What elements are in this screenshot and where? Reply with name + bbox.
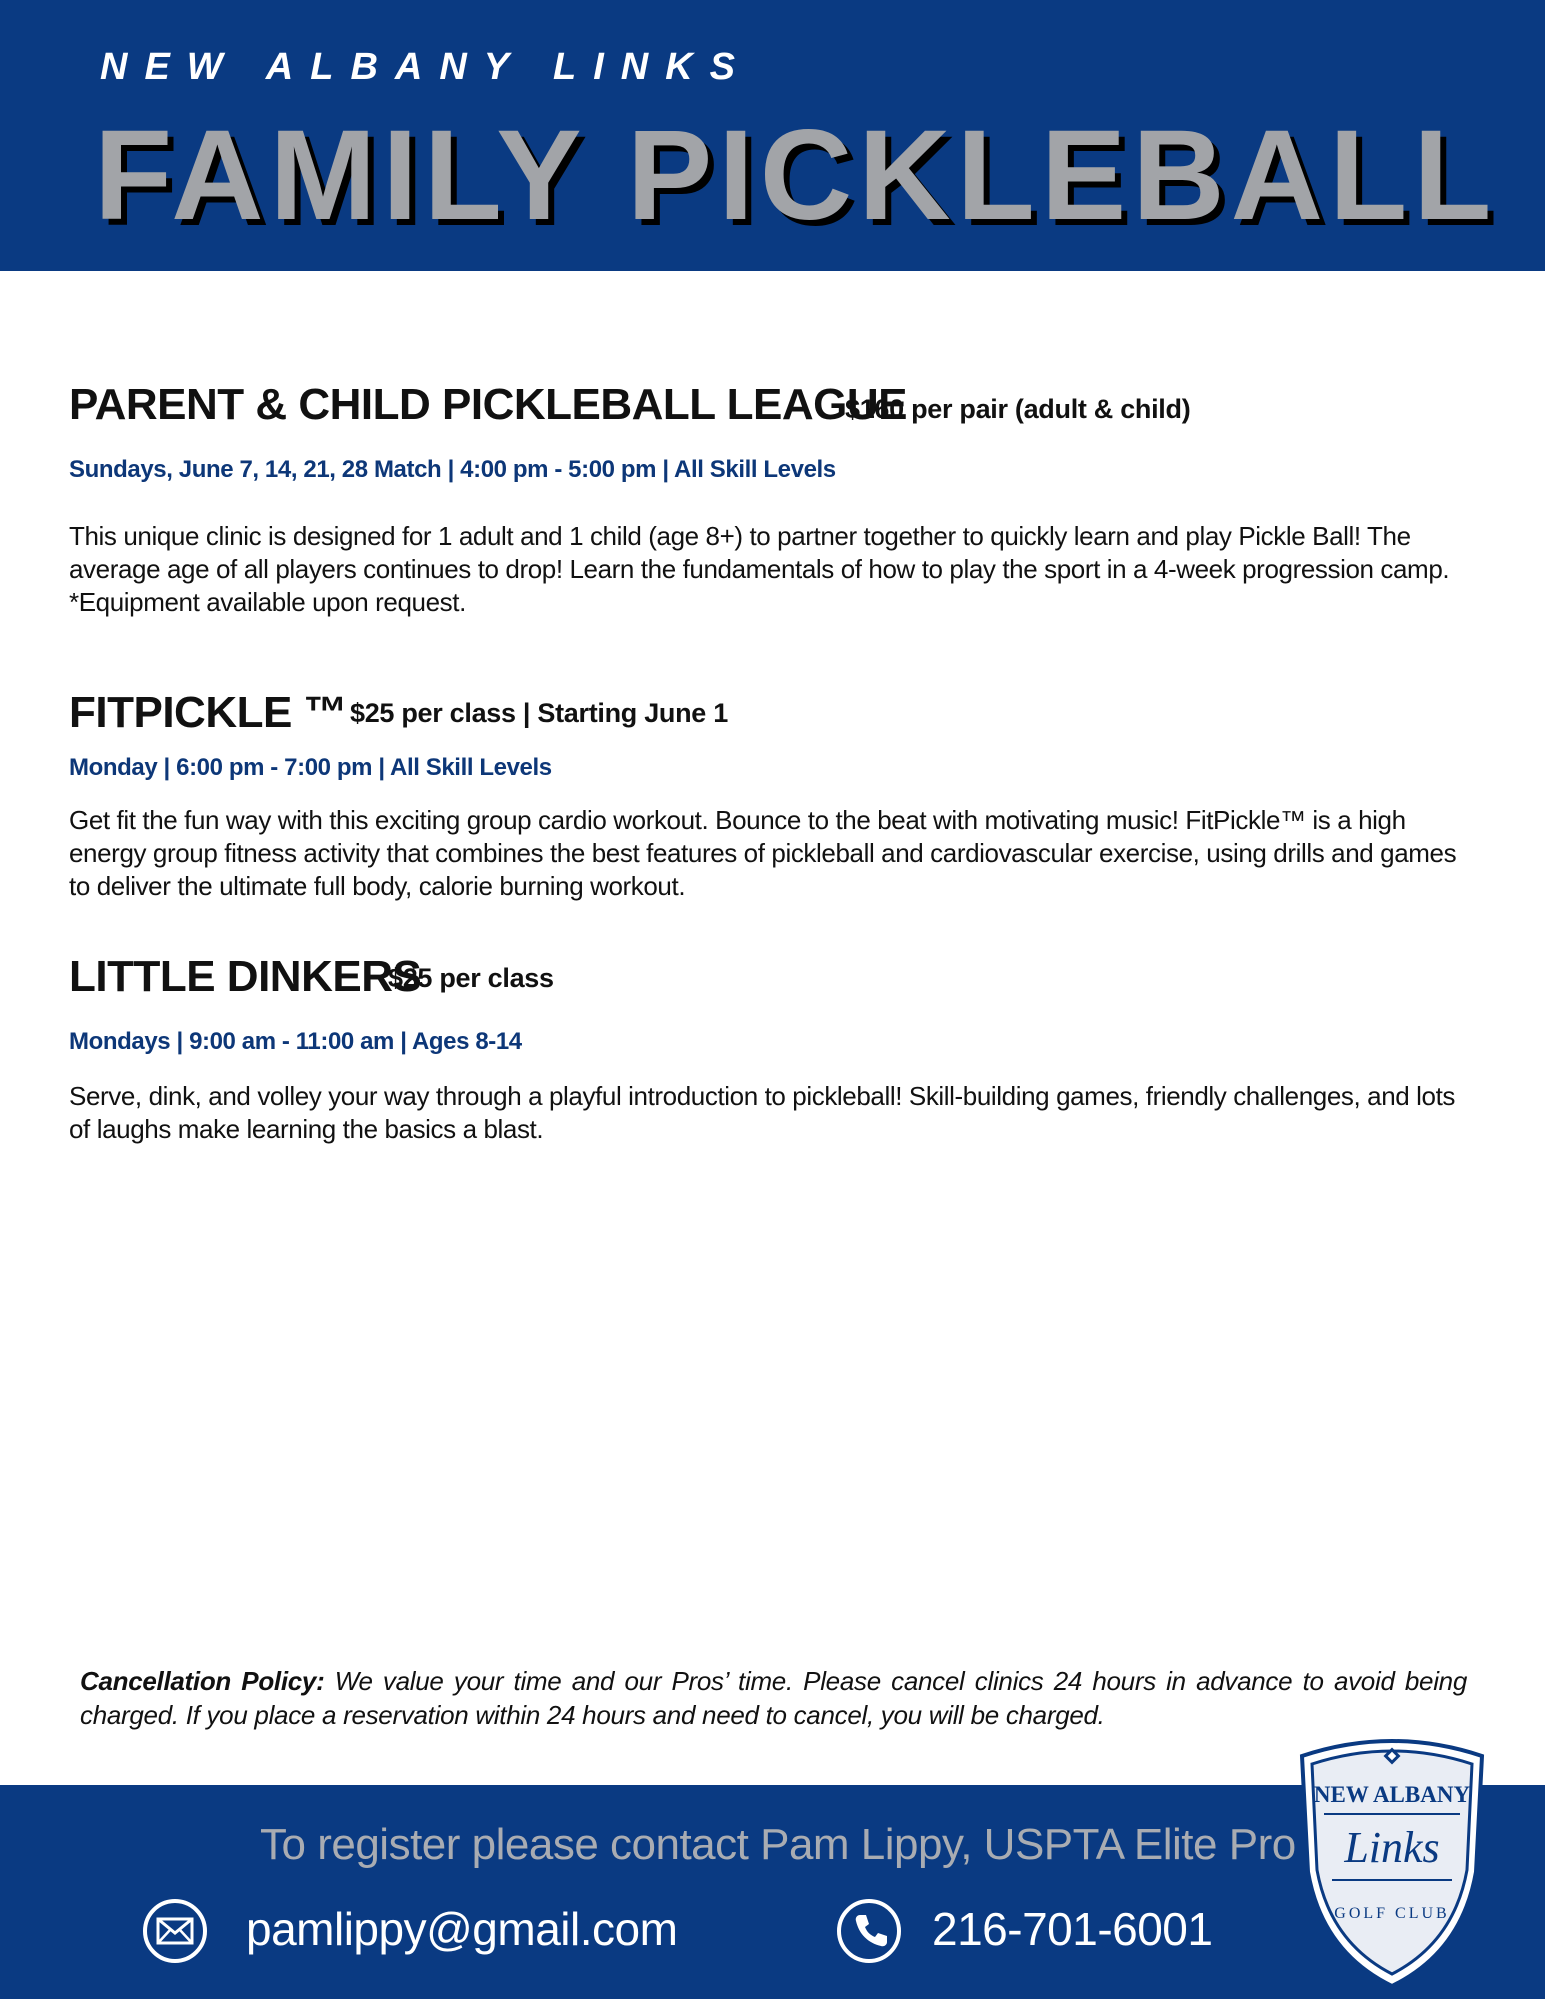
- cancellation-text: We value your time and our Pros’ time. Please cancel clinics 24 hours in advance to avoid being charged. If you place a reservation within 24 hours and need to cancel, you will be charged.: [80, 1666, 1467, 1730]
- logo-line-3: GOLF CLUB: [1334, 1905, 1450, 1922]
- section-schedule-parent-child: Sundays, June 7, 14, 21, 28 Match | 4:00 pm - 5:00 pm | All Skill Levels: [69, 456, 836, 483]
- register-text: To register please contact Pam Lippy, USPTA Elite Pro: [260, 1820, 1296, 1869]
- section-price-fitpickle: $25 per class | Starting June 1: [350, 698, 728, 728]
- cancellation-label: Cancellation Policy:: [80, 1666, 325, 1696]
- page-title: FAMILY PICKLEBALL: [94, 104, 1498, 247]
- section-title-little-dinkers: LITTLE DINKERS: [69, 952, 422, 1001]
- logo-line-1: NEW ALBANY: [1313, 1782, 1471, 1807]
- section-description-little-dinkers: Serve, dink, and volley your way through a playful introduction to pickleball! Skill-building games, friendly challenges, and lots of laughs make learning the basics a blast.: [69, 1081, 1456, 1144]
- section-title-parent-child: PARENT & CHILD PICKLEBALL LEAGUE: [69, 380, 907, 429]
- section-description-parent-child: This unique clinic is designed for 1 adult and 1 child (age 8+) to partner together to quickly learn and play Pickle Ball! The average age of all players continues to drop! Learn the fundamentals of how to play the sport in a 4-week progression camp. *Equipment available upon request.: [69, 521, 1450, 617]
- logo-line-2: Links: [1344, 1823, 1440, 1872]
- email-link[interactable]: pamlippy@gmail.com: [246, 1903, 678, 1955]
- cancellation-policy: [80, 1664, 1467, 1732]
- section-schedule-little-dinkers: Mondays | 9:00 am - 11:00 am | Ages 8-14: [69, 1028, 522, 1055]
- section-title-fitpickle: FITPICKLE ™: [69, 688, 348, 737]
- club-logo: [1292, 1722, 1492, 1992]
- club-name: NEW ALBANY LINKS: [100, 46, 752, 88]
- section-price-parent-child: $160 per pair (adult & child): [845, 394, 1191, 424]
- section-schedule-fitpickle: Monday | 6:00 pm - 7:00 pm | All Skill Levels: [69, 754, 552, 781]
- phone-link[interactable]: 216-701-6001: [932, 1903, 1213, 1955]
- phone-icon: [836, 1898, 902, 1964]
- header-banner: [0, 0, 1545, 271]
- section-description-fitpickle: Get fit the fun way with this exciting group cardio workout. Bounce to the beat with motivating music! FitPickle™ is a high energy group fitness activity that combines the best features of pickleball and cardiovascular exercise, using drills and games to deliver the ultimate full body, calorie burning workout.: [69, 805, 1457, 901]
- section-price-little-dinkers: $25 per class: [388, 963, 554, 993]
- envelope-icon: [142, 1898, 208, 1964]
